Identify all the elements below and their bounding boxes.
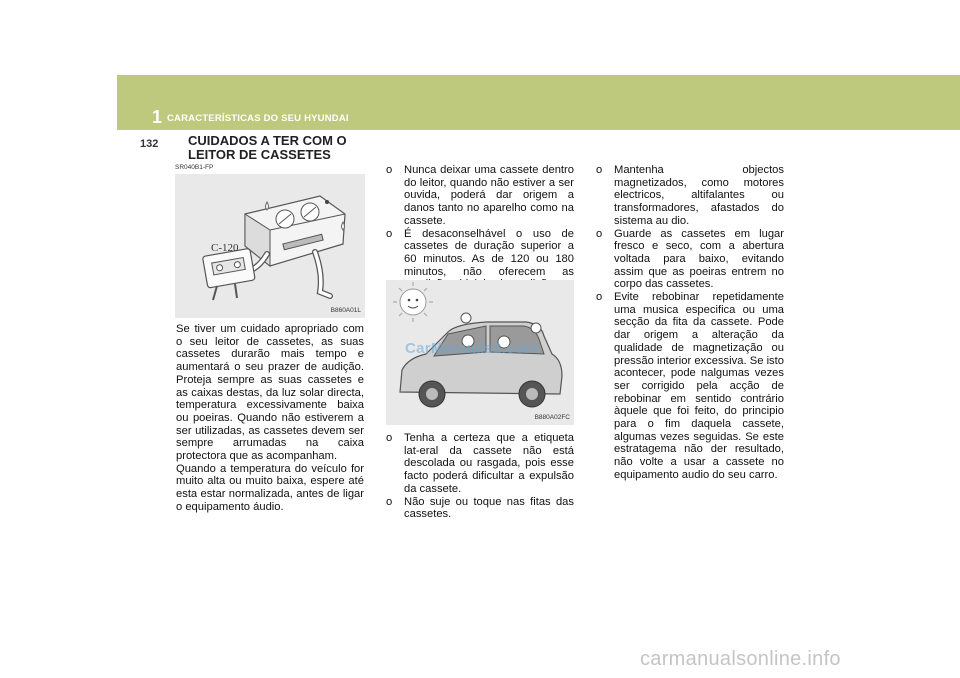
section-title: CUIDADOS A TER COM O LEITOR DE CASSETES <box>188 133 347 162</box>
list-item: o Evite rebobinar repetidamente uma musica especifica ou uma secção da fita da cassete. Pode dar origem a alteração da qualidade de magnetização ou pressão interior excessiva. Se isto acontecer, pode nalgumas vezes ser corrigido pela acção de rebobinar em sentido contrário àquele que foi feito, do principio para o fim daquela cassete, algumas vezes seguidas. Se este estratagema não der resultado, não volte a usar a cassete no equipamento audio do seu carro. <box>596 291 784 481</box>
cassette-illustration <box>175 174 365 318</box>
section-code: SR040B1-FP <box>175 164 214 171</box>
bullet-mark: o <box>386 432 393 444</box>
watermark-footer[interactable]: carmanualsonline.info <box>640 648 841 670</box>
list-item: o Nunca deixar uma cassete dentro do leitor, quando não estiver a ser ouvida, poderá dar origem a danos tanto no aparelho como na cassete. <box>386 164 574 227</box>
column-3 <box>596 164 784 482</box>
sun-icon <box>393 282 433 322</box>
watermark-overlay: CarManuals2.com <box>405 340 538 357</box>
bullet-mark: o <box>596 164 603 176</box>
paragraph-temperature: Quando a temperatura do veículo for muito alta ou muito baixa, espere até esta estar normalizada, antes de ligar o equipamento áudio. <box>176 462 364 513</box>
cassette-label: C-120 <box>211 242 239 254</box>
column-2-bottom <box>386 432 574 521</box>
chapter-title: CARACTERÍSTICAS DO SEU HYUNDAI <box>167 113 349 124</box>
column-1 <box>176 323 364 514</box>
figure-code-car: B880A02FC <box>534 414 570 421</box>
paragraph-care: Se tiver um cuidado apropriado com o seu leitor de cassetes, as suas cassetes durarão mais tempo e aumentará o seu prazer de audição. Proteja sempre as suas cassetes e as caixas destas, da luz solar directa, temperatura excessivamente baixa ou poeiras. Quando não estiverem a ser utilizadas, as cassetes devem ser sempre arrumadas na caixa protectora que as acompanham. <box>176 323 364 463</box>
bullet-mark: o <box>386 227 393 240</box>
list-item: o Mantenha objectos magnetizados, como motores electricos, altifalantes ou transformadores, afastados do sistema au dio. <box>596 164 784 227</box>
bullet-mark: o <box>596 227 603 240</box>
page-number: 132 <box>140 138 159 150</box>
list-item: o É desaconselhável o uso de cassetes de duração superior a 60 minutos. As de 120 ou 180 minutos, não oferecem as <box>386 227 574 278</box>
list-item: o Tenha a certeza que a etiqueta lat-eral da cassete não está descolada ou rasgada, pois esse facto poderá dificultar a expulsão da cassete. <box>386 432 574 495</box>
chapter-number: 1 <box>152 107 163 127</box>
bullet-mark: o <box>386 164 393 176</box>
list-item: o Guarde as cassetes em lugar fresco e seco, com a abertura voltada para baixo, evitando assim que as poeiras entrem no corpo das cassetes. <box>596 227 784 291</box>
cassette-drawing <box>175 174 365 318</box>
bullet-mark: o <box>386 495 393 508</box>
figure-code-cassette: B860A01L <box>330 307 361 314</box>
list-item: o Não suje ou toque nas fitas das cassetes. <box>386 495 574 521</box>
bullet-mark: o <box>596 291 603 304</box>
